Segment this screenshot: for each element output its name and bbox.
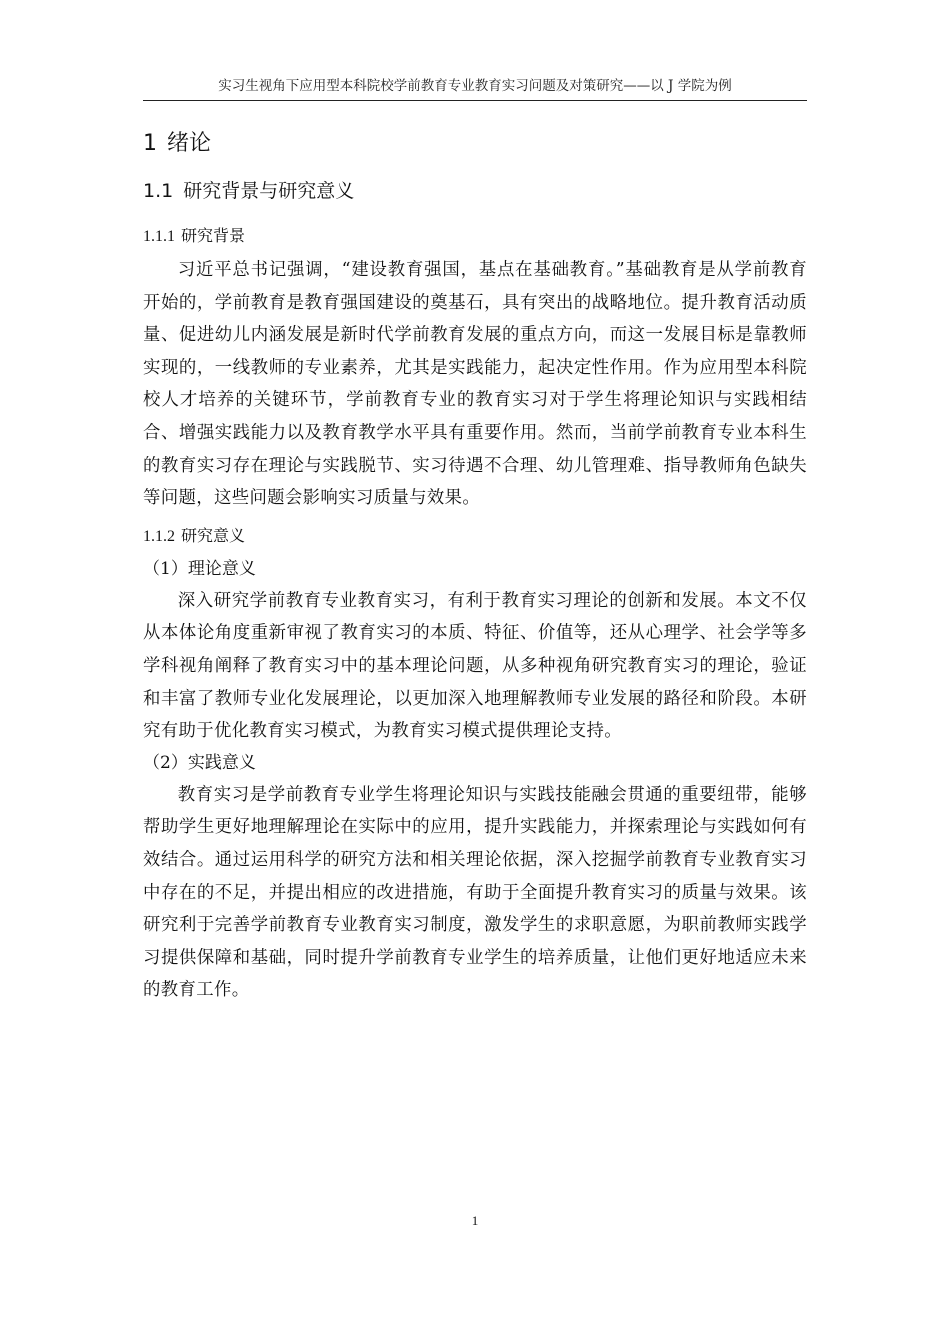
chapter-title: 绪论 xyxy=(167,131,212,156)
subsection-heading-background xyxy=(143,219,807,254)
background-paragraph: 习近平总书记强调，“建设教育强国，基点在基础教育。”基础教育是从学前教育开始的，学前教育是教育强国建设的奠基石，具有突出的战略地位。提升教育活动质量、促进幼儿内涵发展是新时代学前教育发展的重点方向，而这一发展目标是靠教师实现的，一线教师的专业素养，尤其是实践能力，起决定性作用。作为应用型本科院校人才培养的关键环节，学前教育专业的教育实习对于学生将理论知识与实践相结合、增强实践能力以及教育教学水平具有重要作用。然而，当前学前教育专业本科生的教育实习存在理论与实践脱节、实习待遇不合理、幼儿管理难、指导教师角色缺失等问题，这些问题会影响实习质量与效果。 xyxy=(143,260,807,509)
practice-significance-paragraph: 教育实习是学前教育专业学生将理论知识与实践技能融会贯通的重要纽带，能够帮助学生更好地理解理论在实际中的应用，提升实践能力，并探索理论与实践如何有效结合。通过运用科学的研究方法和相关理论依据，深入挖掘学前教育专业教育实习中存在的不足，并提出相应的改进措施，有助于全面提升教育实习的质量与效果。该研究利于完善学前教育专业教育实习制度，激发学生的求职意愿，为职前教师实践学习提供保障和基础，同时提升学前教育专业学生的培养质量，让他们更好地适应未来的教育工作。 xyxy=(143,784,807,1001)
chapter-heading xyxy=(143,124,807,164)
header-rule xyxy=(143,100,807,101)
section-heading xyxy=(143,173,807,209)
theory-significance-label: （1）理论意义 xyxy=(143,558,256,579)
subsection-number: 1.1.1 xyxy=(143,228,175,245)
theory-significance-paragraph: 深入研究学前教育专业教育实习，有利于教育实习理论的创新和发展。本文不仅从本体论角度重新审视了教育实习的本质、特征、价值等，还从心理学、社会学等多学科视角阐释了教育实习中的基本理论问题，从多种视角研究教育实习的理论，验证和丰富了教师专业化发展理论，以更加深入地理解教师专业发展的路径和阶段。本研究有助于优化教育实习模式，为教育实习模式提供理论支持。 xyxy=(143,590,807,742)
page-number: 1 xyxy=(471,1213,479,1228)
subsection-title: 研究背景 xyxy=(181,226,246,245)
subsection-heading-significance xyxy=(143,519,807,554)
practice-significance-label: （2）实践意义 xyxy=(143,752,256,773)
section-title: 研究背景与研究意义 xyxy=(183,180,355,202)
running-header: 实习生视角下应用型本科院校学前教育专业教育实习问题及对策研究——以 J 学院为例 xyxy=(218,78,732,94)
section-number: 1.1 xyxy=(143,180,174,202)
page-content xyxy=(143,124,807,1007)
subsection-title: 研究意义 xyxy=(181,525,246,545)
chapter-number: 1 xyxy=(143,131,157,156)
subsection-number: 1.1.2 xyxy=(143,527,175,545)
